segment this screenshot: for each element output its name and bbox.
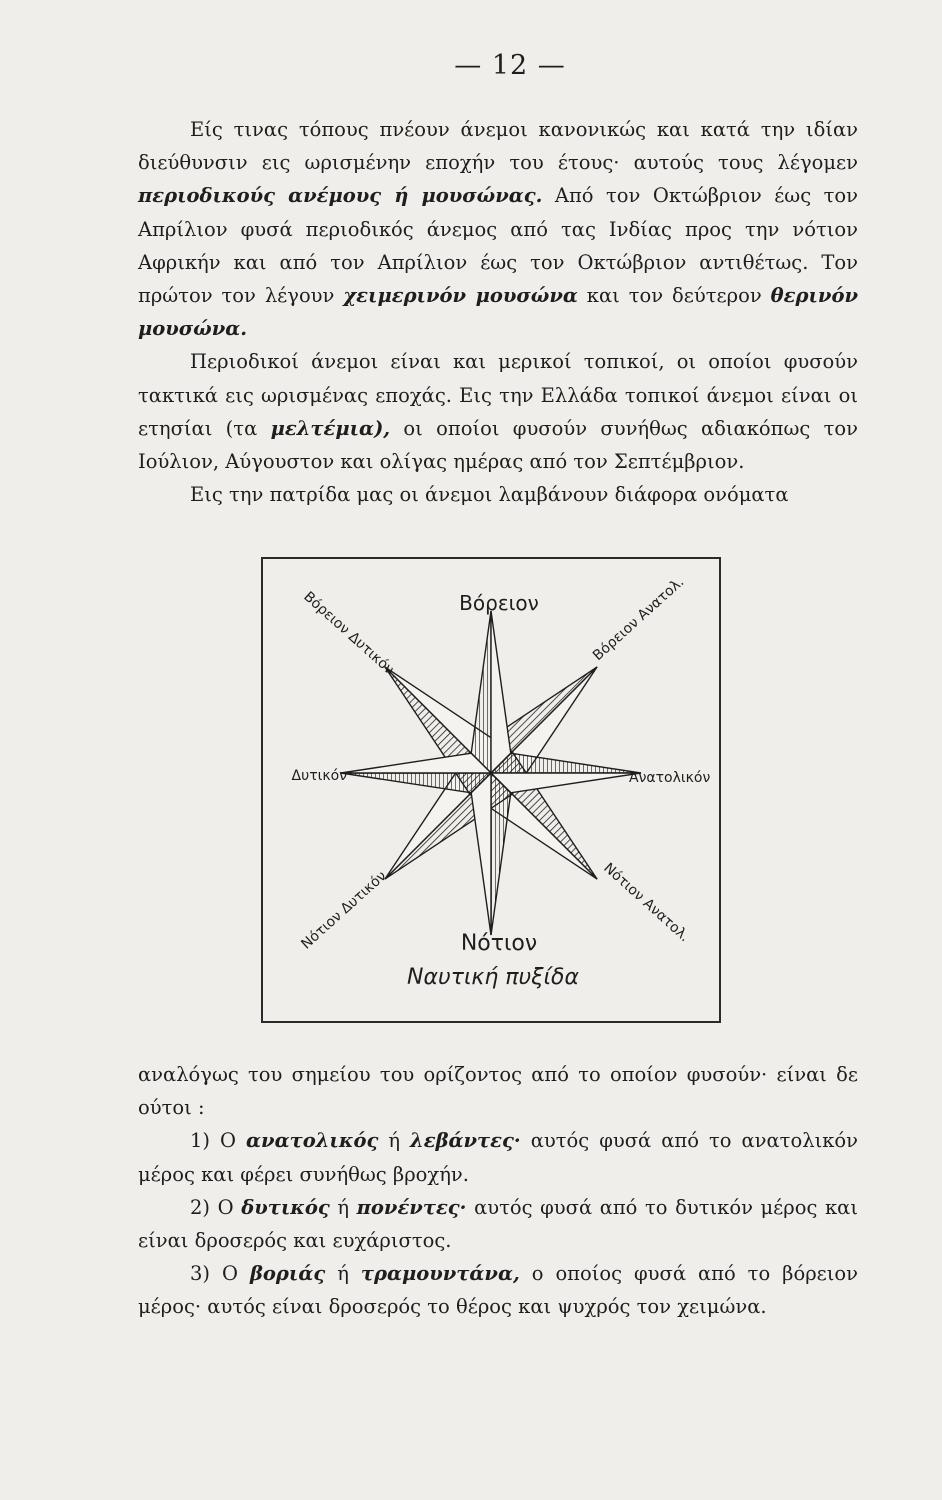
paragraph-monsoons	[138, 113, 858, 345]
text-span: ο οποίος φυσά από το βόρειον μέρος· αυτός είναι δροσερός το θέρος και ψυχρός τον χειμώνα.	[138, 1262, 859, 1319]
emphasis-term: θερινόν μουσώνα.	[138, 284, 858, 341]
label-southwest: Νότιον Δυτικόν	[298, 868, 390, 953]
list-item-north-wind	[138, 1257, 858, 1323]
text-span: Ο	[220, 1129, 247, 1153]
text-span: ή	[329, 1195, 357, 1219]
page-number: — 12 —	[454, 50, 566, 81]
list-item-east-wind	[138, 1124, 858, 1190]
list-number: 1)	[190, 1129, 221, 1153]
figure-caption: Ναυτική πυξίδα	[407, 965, 579, 990]
emphasis-term: τραμουντάνα,	[360, 1262, 520, 1286]
cardinal-point-hatched	[341, 773, 491, 793]
text-span: ή	[378, 1129, 411, 1153]
paragraph-local-winds	[138, 345, 858, 478]
emphasis-term: μελτέμια),	[270, 416, 391, 440]
label-south: Νότιον	[460, 931, 538, 956]
text-span: Ο	[222, 1262, 250, 1286]
label-northeast: Βόρειον Ανατολ.	[589, 574, 688, 664]
text-span: ή	[325, 1262, 361, 1286]
cardinal-point-hatched	[491, 753, 641, 773]
text-span: Ο	[217, 1195, 242, 1219]
emphasis-term: λεβάντες·	[410, 1129, 521, 1153]
text-span: Είς τινας τόπους πνέουν άνεμοι κανονικώς και κατά την ιδίαν διεύθυνσιν εις ωρισμένην εποχήν του έτους· αυτούς τους λέγομεν	[138, 118, 858, 175]
label-southeast: Νότιον Ανατολ.	[600, 860, 693, 946]
compass-figure	[261, 557, 721, 1023]
text-span: και τον δεύτερον	[577, 284, 771, 308]
list-number: 2)	[190, 1195, 218, 1219]
cardinal-point-plain	[491, 773, 641, 793]
text-span: οι οποίοι φυσούν συνήθως αδιακόπως τον Ιούλιον, Αύγουστον και ολίγας ημέρας από τον Σεπτέμβριον.	[138, 416, 858, 474]
list-number: 3)	[190, 1262, 222, 1286]
compass-rose-diagram	[263, 559, 719, 1021]
label-north: Βόρειον	[459, 591, 539, 615]
label-east: Ανατολικόν	[629, 770, 711, 786]
label-west: Δυτικόν	[291, 768, 347, 784]
paragraph-wind-intro: αναλόγως του σημείου του ορίζοντος από το οποίον φυσούν· είναι δε ούτοι :	[138, 1063, 858, 1120]
emphasis-term: βοριάς	[249, 1262, 326, 1286]
emphasis-term: ανατολικός	[246, 1129, 379, 1153]
emphasis-term: περιοδικούς ανέμους ή μουσώνας.	[138, 184, 543, 208]
emphasis-term: δυτικός	[241, 1195, 330, 1219]
text-span: Από τον Οκτώβριον έως τον Απρίλιον φυσά περιοδικός άνεμος από τας Ινδίας προς την νότιον Αφρικήν και από τον Απρίλιον έως τον Οκτώβριον αντιθέτως. Τον πρώτον τον λέγουν	[138, 184, 858, 308]
paragraph-wind-names: Εις την πατρίδα μας οι άνεμοι λαμβάνουν διάφορα ονόματα	[190, 483, 789, 507]
cardinal-point-plain	[471, 773, 491, 935]
top-text-block	[138, 113, 858, 511]
cardinal-point-plain	[491, 611, 511, 773]
cardinal-point-hatched	[471, 611, 491, 773]
emphasis-term: πονέντες·	[356, 1195, 467, 1219]
text-span: Περιοδικοί άνεμοι είναι και μερικοί τοπικοί, οι οποίοι φυσούν τακτικά εις ωρισμένας εποχάς. Εις την Ελλάδα τοπικοί άνεμοι είναι οι ετησίαι (τα	[138, 350, 858, 440]
text-span: αυτός φυσά από το ανατολικόν μέρος και φέρει συνήθως βροχήν.	[138, 1129, 858, 1186]
label-northwest: Βόρειον Δυτικόν	[300, 588, 398, 678]
emphasis-term: χειμερινόν μουσώνα	[343, 284, 578, 308]
cardinal-point-plain	[341, 753, 491, 773]
bottom-text-block	[138, 1058, 858, 1324]
cardinal-point-hatched	[491, 773, 511, 935]
text-span: αυτός φυσά από το δυτικόν μέρος και είναι δροσερός και ευχάριστος.	[138, 1195, 859, 1253]
list-item-west-wind	[138, 1191, 858, 1257]
